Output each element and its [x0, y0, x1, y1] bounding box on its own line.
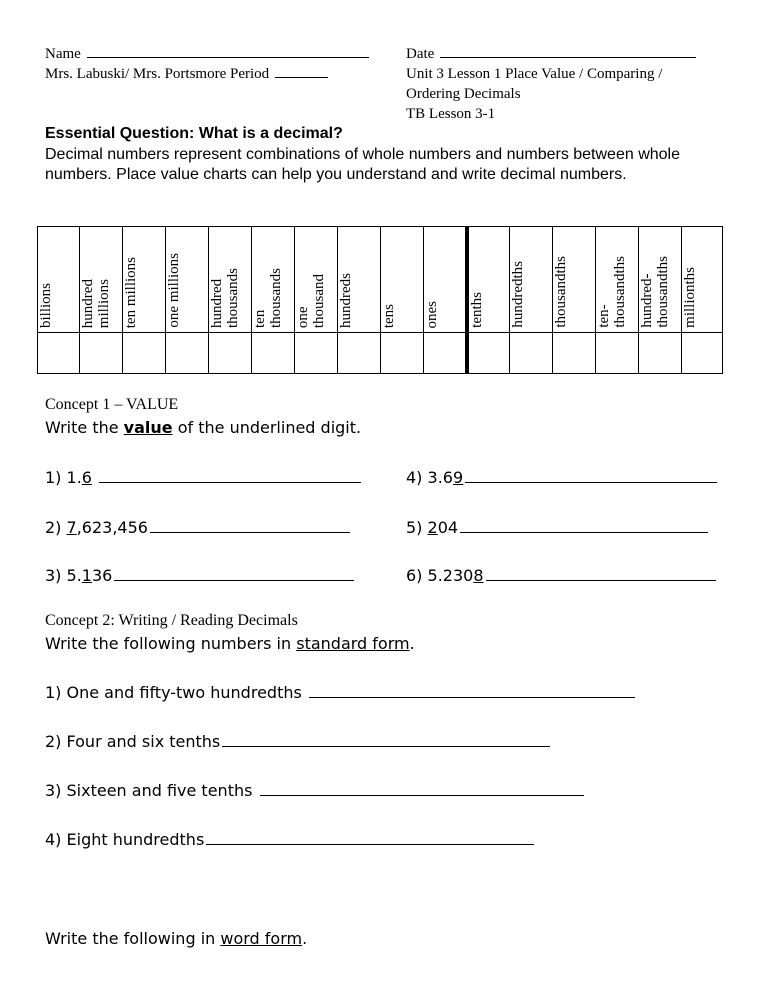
pv-col-thousandths: thousandths [553, 227, 596, 333]
pv-cell[interactable] [596, 333, 639, 374]
instruction-text: Write the [45, 418, 124, 437]
pv-cell[interactable] [553, 333, 596, 374]
concept2-instruction [45, 634, 415, 653]
tb-lesson: TB Lesson 3-1 [406, 106, 496, 122]
name-blank[interactable] [87, 56, 369, 58]
pv-col-tenths: tenths [467, 227, 510, 333]
instruction-text: of the underlined digit. [172, 418, 362, 437]
instruction-emphasis: standard form [296, 634, 410, 653]
answer-blank[interactable] [260, 794, 584, 796]
value-question-6: 6) 5.2308 [406, 566, 716, 585]
pv-col-ten-millions: ten millions [123, 227, 166, 333]
unit-title-line2: Ordering Decimals [406, 86, 521, 102]
pv-col-millionths: millionths [682, 227, 723, 333]
instruction-text: . [409, 634, 415, 653]
pv-col-tens: tens [381, 227, 424, 333]
answer-blank[interactable] [460, 531, 708, 533]
pv-cell[interactable] [166, 333, 209, 374]
pv-cell[interactable] [381, 333, 424, 374]
pv-col-hundredths: hundredths [510, 227, 553, 333]
concept1-title: Concept 1 – VALUE [45, 396, 179, 413]
pv-cell[interactable] [424, 333, 467, 374]
standard-form-question-4: 4) Eight hundredths [45, 830, 534, 849]
pv-col-hundred-millions: hundred millions [80, 227, 123, 333]
name-field [45, 44, 369, 64]
pv-cell[interactable] [682, 333, 723, 374]
date-field [406, 44, 696, 64]
unit-title-line1: Unit 3 Lesson 1 Place Value / Comparing / [406, 66, 663, 82]
pv-col-one-thousand: one thousand [295, 227, 338, 333]
pv-cell[interactable] [38, 333, 80, 374]
instruction-text: Write the following numbers in [45, 634, 297, 653]
answer-blank[interactable] [150, 531, 350, 533]
pv-cell[interactable] [252, 333, 295, 374]
pv-col-ten-thousands: ten thousands [252, 227, 295, 333]
value-question-1: 1) 1.6 [45, 468, 361, 487]
name-label: Name [45, 46, 81, 62]
pv-col-hundred-thousandths: hundred- thousandths [639, 227, 682, 333]
value-question-3: 3) 5.136 [45, 566, 354, 585]
date-blank[interactable] [440, 56, 696, 58]
place-value-entry-row [38, 333, 723, 374]
answer-blank[interactable] [222, 745, 550, 747]
pv-col-hundred-thousands: hundred thousands [209, 227, 252, 333]
instruction-text: . [302, 929, 308, 948]
instruction-emphasis: value [123, 418, 173, 437]
pv-col-ten-thousandths: ten- thousandths [596, 227, 639, 333]
place-value-chart [37, 226, 723, 374]
word-form-instruction [45, 929, 307, 948]
teacher-period-field [45, 64, 328, 84]
pv-cell[interactable] [123, 333, 166, 374]
value-question-4: 4) 3.69 [406, 468, 717, 487]
answer-blank[interactable] [206, 843, 534, 845]
answer-blank[interactable] [309, 696, 635, 698]
answer-blank[interactable] [99, 481, 361, 483]
teacher-period-label: Mrs. Labuski/ Mrs. Portsmore Period [45, 66, 270, 82]
pv-col-ones: ones [424, 227, 467, 333]
instruction-emphasis: word form [220, 929, 303, 948]
value-question-5: 5) 204 [406, 518, 708, 537]
standard-form-question-3: 3) Sixteen and five tenths [45, 781, 584, 800]
pv-col-one-millions: one millions [166, 227, 209, 333]
standard-form-question-1: 1) One and fifty-two hundredths [45, 683, 635, 702]
standard-form-question-2: 2) Four and six tenths [45, 732, 550, 751]
date-label: Date [406, 46, 435, 62]
pv-cell[interactable] [639, 333, 682, 374]
answer-blank[interactable] [465, 481, 717, 483]
answer-blank[interactable] [486, 579, 716, 581]
pv-cell[interactable] [80, 333, 123, 374]
pv-cell[interactable] [510, 333, 553, 374]
answer-blank[interactable] [114, 579, 354, 581]
pv-cell[interactable] [209, 333, 252, 374]
pv-cell[interactable] [338, 333, 381, 374]
concept1-instruction [45, 418, 361, 437]
pv-col-hundreds: hundreds [338, 227, 381, 333]
pv-cell[interactable] [295, 333, 338, 374]
concept2-title: Concept 2: Writing / Reading Decimals [45, 612, 298, 629]
instruction-text: Write the following in [45, 929, 221, 948]
period-blank[interactable] [275, 76, 328, 78]
value-question-2: 2) 7,623,456 [45, 518, 350, 537]
place-value-header-row [38, 227, 723, 333]
pv-cell[interactable] [467, 333, 510, 374]
essential-question-body: Decimal numbers represent combinations of whole numbers and numbers between whole numbers. Place value charts can help you understand and write decimal numbers. [45, 146, 680, 183]
essential-question-title: Essential Question: What is a decimal? [45, 125, 343, 142]
pv-col-billions: billions [38, 227, 80, 333]
